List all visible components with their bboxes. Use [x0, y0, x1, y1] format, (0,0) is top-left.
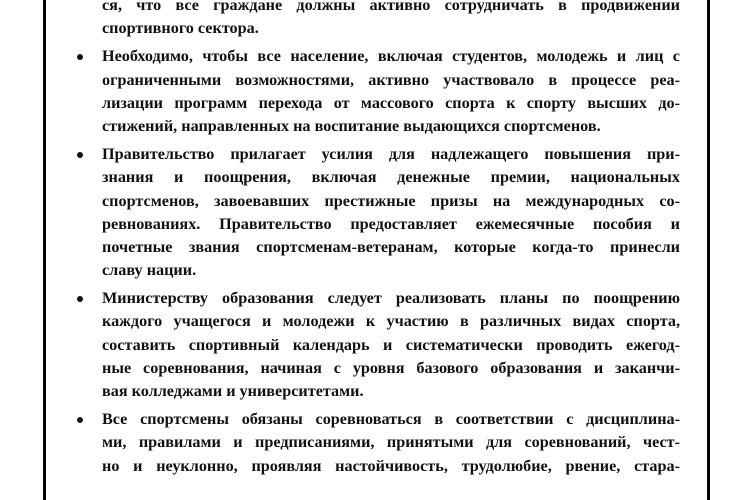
text-line: Министерству образования следует реализовать планы по поощрению — [102, 289, 680, 308]
text-line: славу нации. — [102, 261, 197, 280]
bullet-icon — [77, 152, 83, 158]
document-body — [74, 0, 680, 483]
text-line: но и неуклонно, проявляя настойчивость, трудолюбие, рвение, стара- — [102, 456, 680, 475]
bullet-item-population — [74, 45, 680, 138]
bullet-icon — [77, 296, 83, 302]
bullet-item-athletes — [74, 408, 680, 478]
continued-paragraph — [74, 0, 680, 40]
text-line: составить спортивный календарь и систематически проводить ежегод- — [102, 335, 680, 354]
bullet-icon — [77, 417, 83, 423]
text-line: спортивного сектора. — [102, 19, 259, 38]
text-line: ные соревнования, начиная с уровня базового образования и заканчи- — [102, 358, 680, 377]
bullet-icon — [77, 54, 83, 60]
text-line: стижений, направленных на воспитание выдающихся спортсменов. — [102, 116, 601, 135]
text-line: ограниченными возможностями, активно участвовало в процессе реа- — [102, 70, 680, 89]
text-line: вая колледжами и университетами. — [102, 382, 364, 400]
text-line: Все спортсмены обязаны соревноваться в соответствии с дисциплина- — [102, 410, 680, 429]
text-line: ся, что все граждане должны активно сотрудничать в продвижении — [102, 0, 680, 14]
text-line: лизации программ перехода от массового спорта к спорту высших до- — [102, 93, 680, 112]
text-line: ревнованиях. Правительство предоставляет ежемесячные пособия и — [102, 214, 680, 233]
text-line: Правительство прилагает усилия для надлежащего повышения при- — [102, 145, 680, 164]
text-line: почетные звания спортсменам-ветеранам, которые когда-то принесли — [102, 237, 680, 256]
text-line: Необходимо, чтобы все население, включая студентов, молодежь и лиц с — [102, 47, 680, 66]
bullet-item-education-ministry — [74, 287, 680, 403]
text-line: спортсменов, завоевавших престижные призы на международных со- — [102, 191, 680, 210]
text-line: ми, правилами и предписаниями, принятыми для соревнований, чест- — [102, 433, 680, 452]
text-line: каждого учащегося и молодежи к участию в различных видах спорта, — [102, 312, 680, 331]
text-line: знания и поощрения, включая денежные премии, национальных — [102, 168, 680, 187]
bullet-item-government — [74, 143, 680, 282]
